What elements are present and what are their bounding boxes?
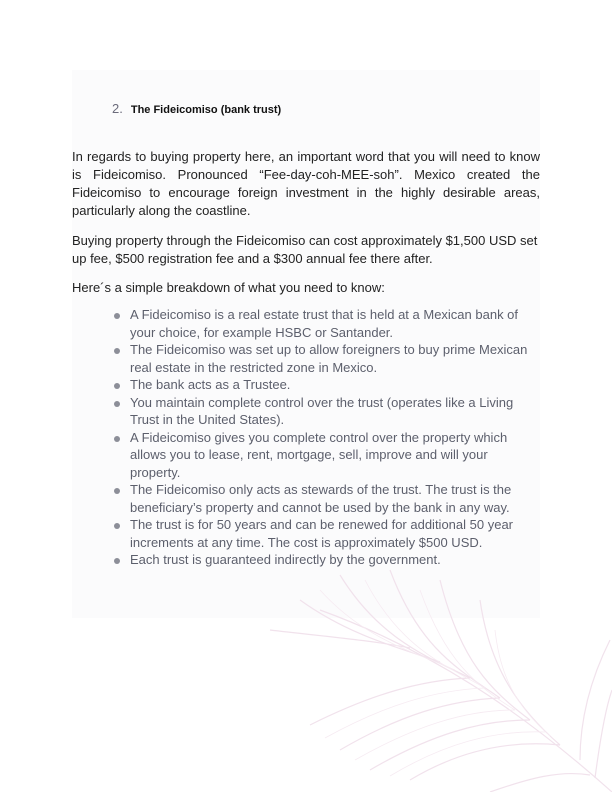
- list-item: Each trust is guaranteed indirectly by the government.: [110, 551, 540, 569]
- list-item: The trust is for 50 years and can be renewed for additional 50 year increments at any time. The cost is approximately $500 USD.: [110, 516, 540, 551]
- palm-leaf-watermark: [260, 540, 612, 792]
- breakdown-list: [110, 306, 540, 569]
- section-title: The Fideicomiso (bank trust): [130, 104, 282, 116]
- paragraph-costs: Buying property through the Fideicomiso can cost approximately $1,500 USD set up fee, $500 registration fee and a $300 annual fee there after.: [72, 233, 538, 266]
- section-number: 2.: [112, 101, 123, 116]
- paragraph-fideicomiso-intro: In regards to buying property here, an important word that you will need to know is Fideicomiso. Pronounced “Fee-day-coh-MEE-soh”. Mexico created the Fideicomiso to encourage foreign investment in the highly desirable areas, particularly along the coastline.: [72, 149, 540, 218]
- paragraph-breakdown-intro: Here´s a simple breakdown of what you need to know:: [72, 280, 385, 295]
- list-item: The Fideicomiso only acts as stewards of the trust. The trust is the beneficiary’s property and cannot be used by the bank in any way.: [110, 481, 540, 516]
- list-item: You maintain complete control over the trust (operates like a Living Trust in the United States).: [110, 394, 540, 429]
- section-heading: [112, 101, 281, 116]
- list-item: A Fideicomiso is a real estate trust that is held at a Mexican bank of your choice, for example HSBC or Santander.: [110, 306, 540, 341]
- list-item: The Fideicomiso was set up to allow foreigners to buy prime Mexican real estate in the restricted zone in Mexico.: [110, 341, 540, 376]
- list-item: A Fideicomiso gives you complete control over the property which allows you to lease, rent, mortgage, sell, improve and will your property.: [110, 429, 540, 482]
- list-item: The bank acts as a Trustee.: [110, 376, 540, 394]
